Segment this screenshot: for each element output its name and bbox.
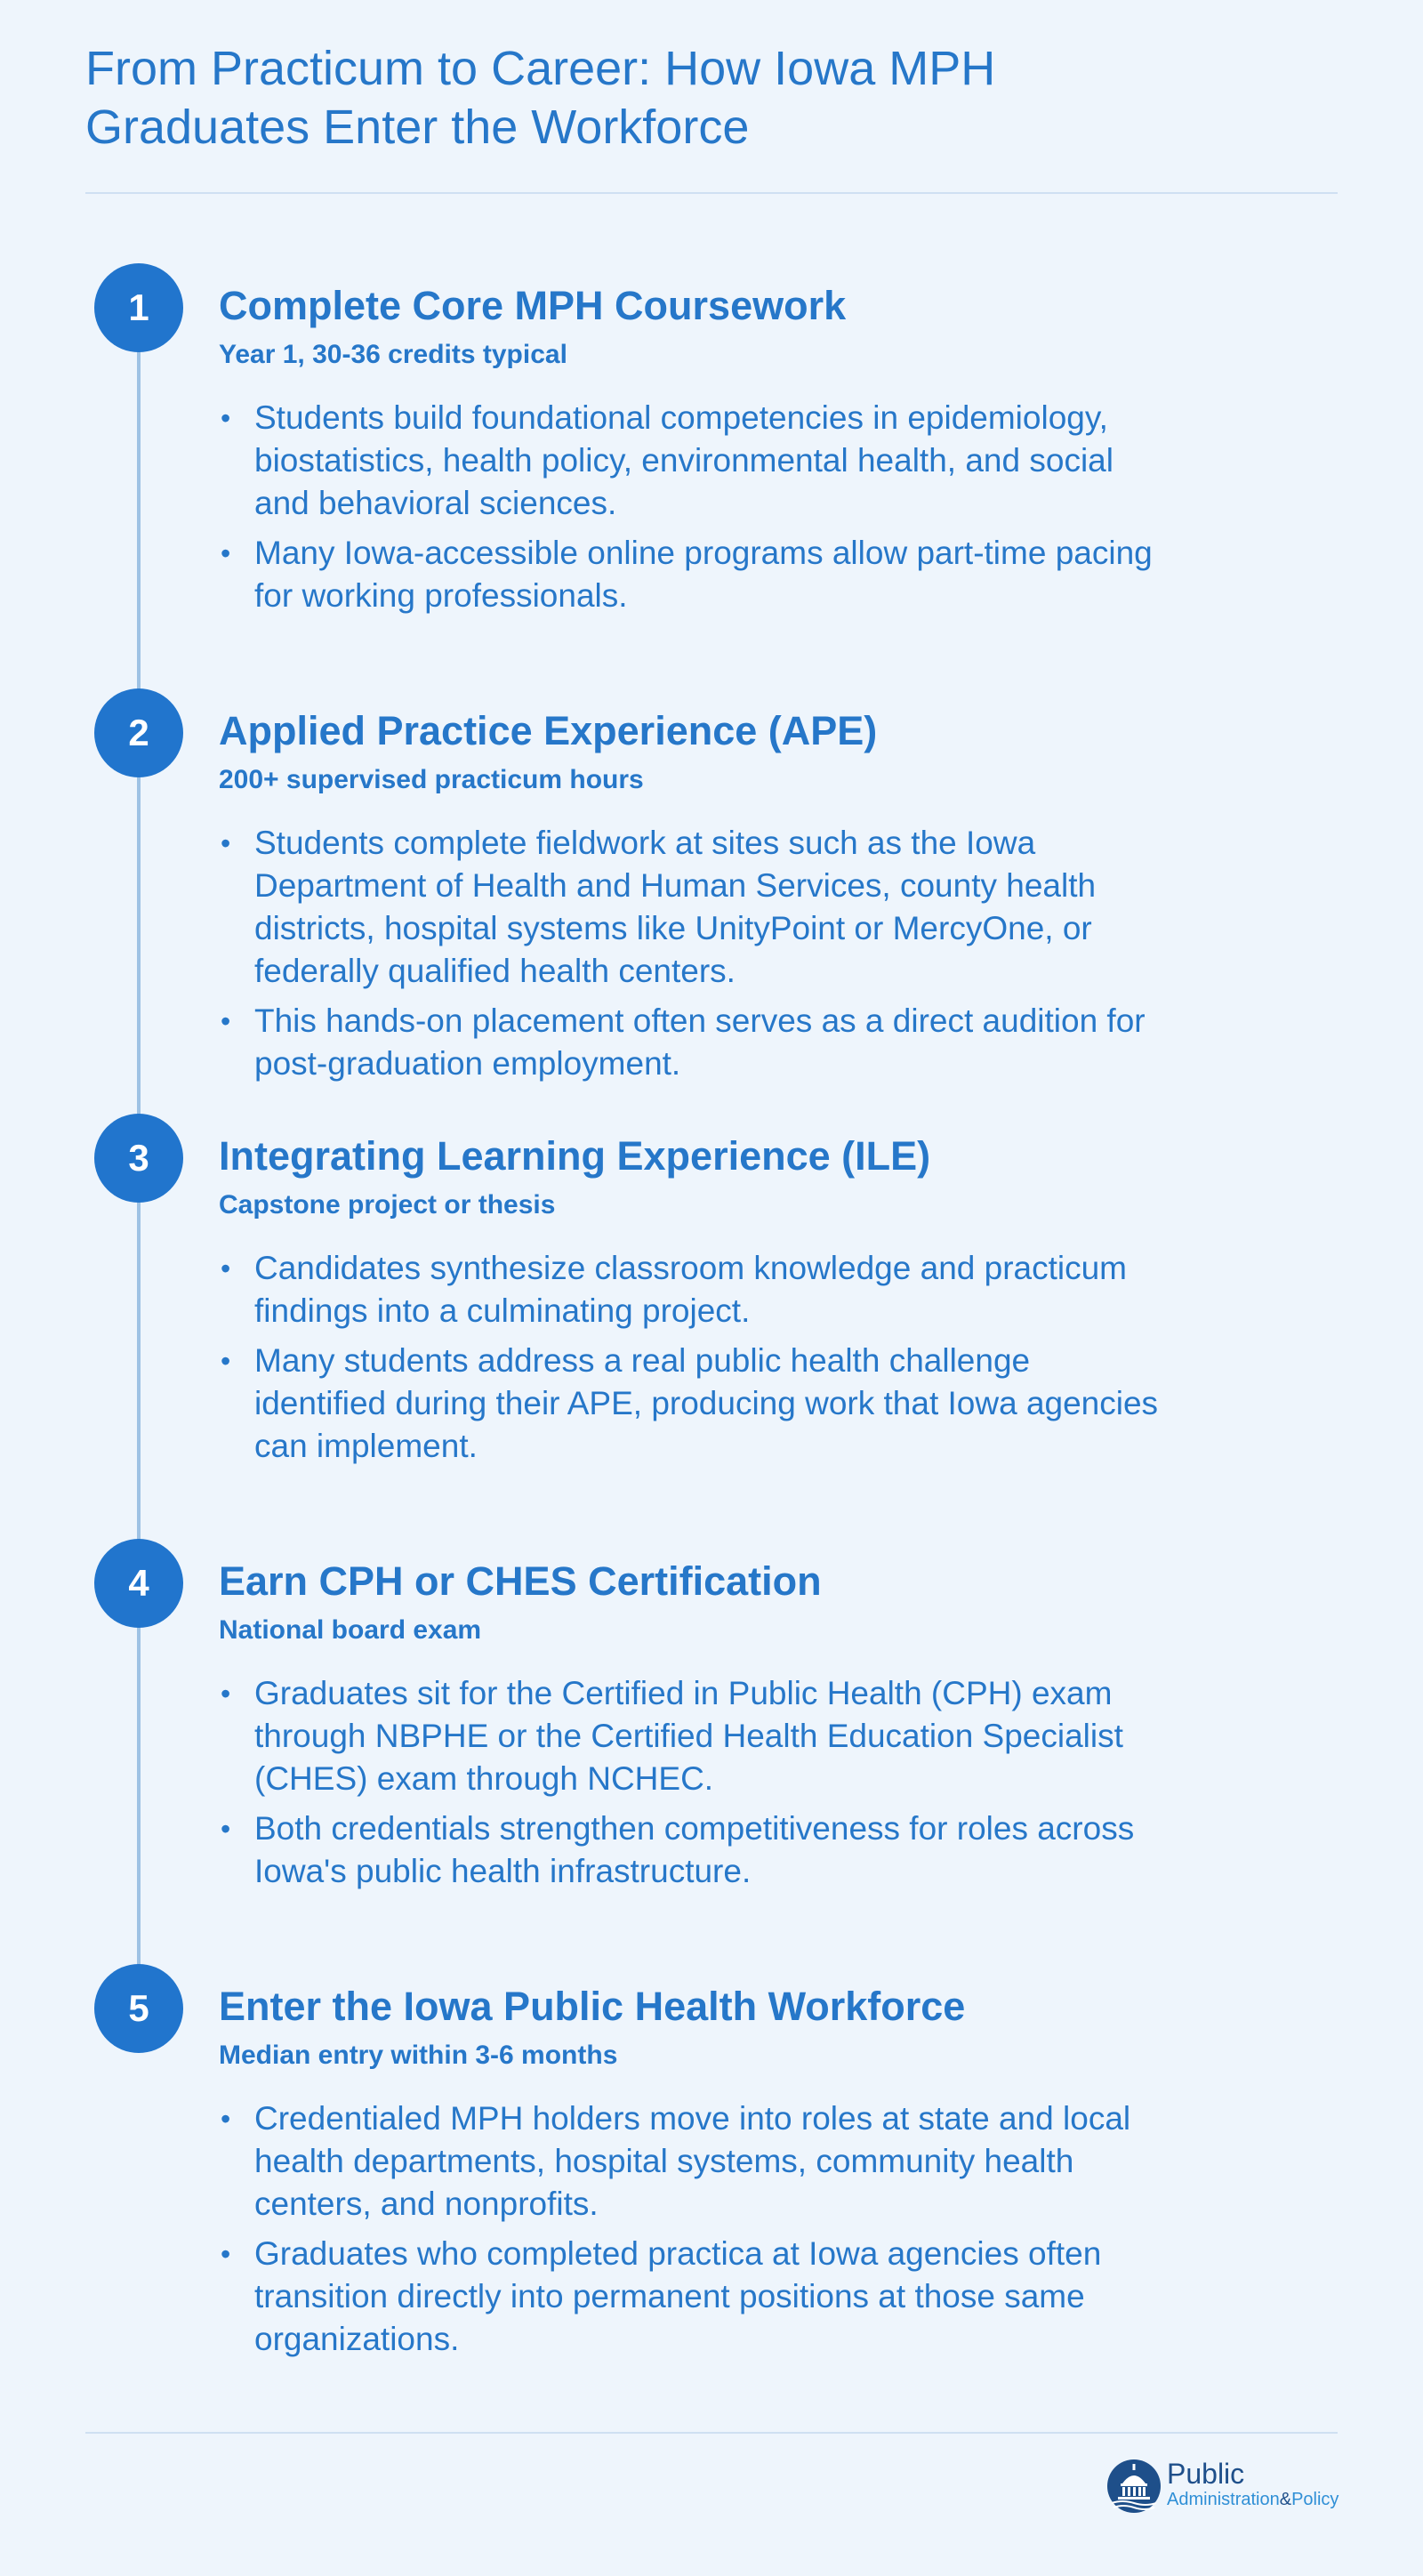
step-subtitle: Year 1, 30-36 credits typical xyxy=(219,340,567,369)
publisher-logo xyxy=(1106,2455,1338,2514)
step-bullet-text: Graduates who completed practica at Iowa agencies often transition directly into permanent positions at those same organizations. xyxy=(254,2235,1102,2357)
bullet-dot-icon: • xyxy=(221,827,231,859)
footer-divider xyxy=(85,2432,1338,2434)
step-subtitle: Capstone project or thesis xyxy=(219,1190,556,1220)
step-bullet-list xyxy=(219,1672,1162,1900)
step-number-badge: 1 xyxy=(94,263,183,352)
bullet-dot-icon: • xyxy=(221,1005,231,1037)
step-title: Integrating Learning Experience (ILE) xyxy=(219,1133,931,1179)
step-bullet-text: Many students address a real public health challenge identified during their APE, producing work that Iowa agencies can implement. xyxy=(254,1342,1159,1464)
step-bullet xyxy=(219,2233,1162,2361)
step-bullet-text: Students complete fieldwork at sites such as the Iowa Department of Health and Human Services, county health districts, hospital systems like UnityPoint or MercyOne, or federally qualified health centers. xyxy=(254,825,1097,989)
step-title: Complete Core MPH Coursework xyxy=(219,283,847,328)
step-bullet-text: Both credentials strengthen competitiveness for roles across Iowa's public health infrastructure. xyxy=(254,1810,1135,1889)
step-bullet-list xyxy=(219,397,1162,624)
step-bullet-text: Graduates sit for the Certified in Public Health (CPH) exam through NBPHE or the Certified Health Education Specialist (CHES) exam through NCHEC. xyxy=(254,1675,1123,1797)
step-bullet xyxy=(219,1247,1162,1332)
bullet-dot-icon: • xyxy=(221,2103,231,2135)
step-bullet-text: Credentialed MPH holders move into roles at state and local health departments, hospital systems, community health centers, and nonprofits. xyxy=(254,2100,1131,2222)
step-bullet xyxy=(219,1807,1162,1893)
step-number-badge: 5 xyxy=(94,1964,183,2053)
logo-ampersand: & xyxy=(1279,2490,1292,2509)
step-bullet-text: Candidates synthesize classroom knowledge and practicum findings into a culminating project. xyxy=(254,1250,1128,1329)
logo-wordmark-secondary xyxy=(1167,2489,1339,2510)
bullet-dot-icon: • xyxy=(221,537,231,569)
step-bullet xyxy=(219,1000,1162,1085)
bullet-dot-icon: • xyxy=(221,2238,231,2270)
capitol-dome-icon xyxy=(1106,2459,1162,2514)
step-bullet-list xyxy=(219,822,1162,1092)
step-number-badge: 4 xyxy=(94,1539,183,1628)
step-number-badge: 3 xyxy=(94,1114,183,1203)
step-title: Earn CPH or CHES Certification xyxy=(219,1558,822,1604)
bullet-dot-icon: • xyxy=(221,1678,231,1710)
step-bullet xyxy=(219,822,1162,993)
step-bullet xyxy=(219,2097,1162,2226)
logo-wordmark-primary: Public xyxy=(1167,2458,1245,2490)
step-bullet xyxy=(219,1672,1162,1800)
step-subtitle: 200+ supervised practicum hours xyxy=(219,765,644,794)
page-title: From Practicum to Career: How Iowa MPH Graduates Enter the Workforce xyxy=(85,42,996,154)
bullet-dot-icon: • xyxy=(221,1345,231,1377)
step-bullet xyxy=(219,397,1162,525)
step-title: Applied Practice Experience (APE) xyxy=(219,708,878,753)
logo-word-policy: Policy xyxy=(1291,2490,1339,2509)
step-bullet xyxy=(219,1340,1162,1468)
bullet-dot-icon: • xyxy=(221,402,231,434)
step-subtitle: Median entry within 3-6 months xyxy=(219,2041,618,2070)
step-bullet-list xyxy=(219,1247,1162,1475)
step-bullet xyxy=(219,532,1162,617)
header-divider xyxy=(85,192,1338,194)
logo-word-administration: Administration xyxy=(1167,2490,1280,2509)
step-bullet-list xyxy=(219,2097,1162,2368)
step-title: Enter the Iowa Public Health Workforce xyxy=(219,1984,966,2029)
step-number-badge: 2 xyxy=(94,688,183,777)
step-bullet-text: Students build foundational competencies in epidemiology, biostatistics, health policy, environmental health, and social and behavioral sciences. xyxy=(254,399,1113,521)
step-subtitle: National board exam xyxy=(219,1615,482,1645)
step-bullet-text: This hands-on placement often serves as a direct audition for post-graduation employment. xyxy=(254,1002,1146,1082)
bullet-dot-icon: • xyxy=(221,1252,231,1284)
bullet-dot-icon: • xyxy=(221,1813,231,1845)
step-bullet-text: Many Iowa-accessible online programs allow part-time pacing for working professionals. xyxy=(254,535,1153,614)
